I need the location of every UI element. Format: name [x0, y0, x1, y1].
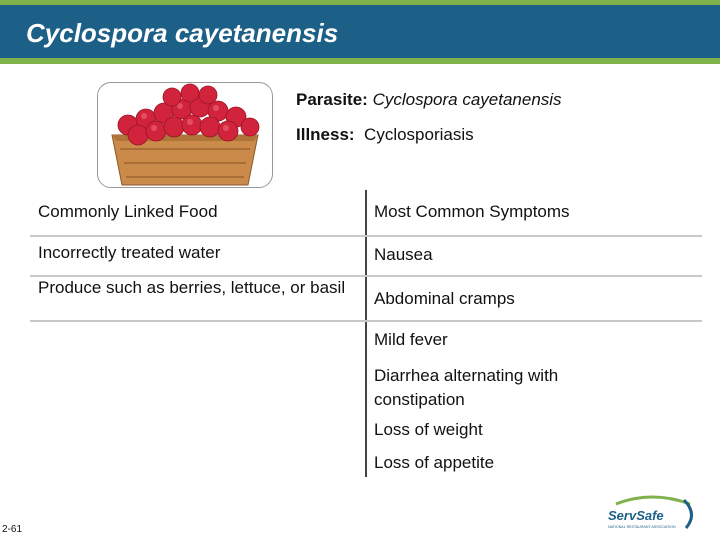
symptom-item: Loss of weight [374, 420, 483, 439]
raspberries-photo [97, 82, 273, 188]
table-row-divider [30, 275, 702, 277]
illness-label: Illness: [296, 125, 355, 144]
illness-line [296, 125, 474, 145]
servsafe-logo [606, 494, 698, 532]
title-accent-stripe [0, 0, 720, 5]
parasite-line [296, 90, 562, 110]
logo-text: ServSafe [608, 508, 664, 523]
header-linked-food: Commonly Linked Food [38, 202, 218, 221]
food-item: Produce such as berries, lettuce, or basil [38, 278, 346, 297]
food-item: Incorrectly treated water [38, 243, 221, 262]
title-bottom-stripe [0, 58, 720, 64]
symptom-item: Diarrhea alternating with constipation [374, 366, 559, 409]
table-row-divider [30, 235, 702, 237]
illness-value: Cyclosporiasis [364, 125, 474, 144]
parasite-value: Cyclospora cayetanensis [372, 90, 562, 109]
symptom-item: Nausea [374, 245, 433, 264]
logo-tagline: NATIONAL RESTAURANT ASSOCIATION [608, 525, 676, 529]
symptom-item: Mild fever [374, 330, 448, 349]
page-number: 2-61 [2, 524, 23, 535]
parasite-label: Parasite: [296, 90, 368, 109]
slide-title: Cyclospora cayetanensis [26, 18, 339, 48]
symptom-item: Loss of appetite [374, 453, 495, 472]
table-column-divider [365, 190, 367, 477]
raspberries-basket-icon [98, 83, 272, 187]
header-symptoms: Most Common Symptoms [374, 202, 570, 221]
symptom-item: Abdominal cramps [374, 289, 515, 308]
title-bar [0, 0, 720, 64]
table-row-divider [30, 320, 702, 322]
servsafe-logo-mark [606, 494, 698, 532]
